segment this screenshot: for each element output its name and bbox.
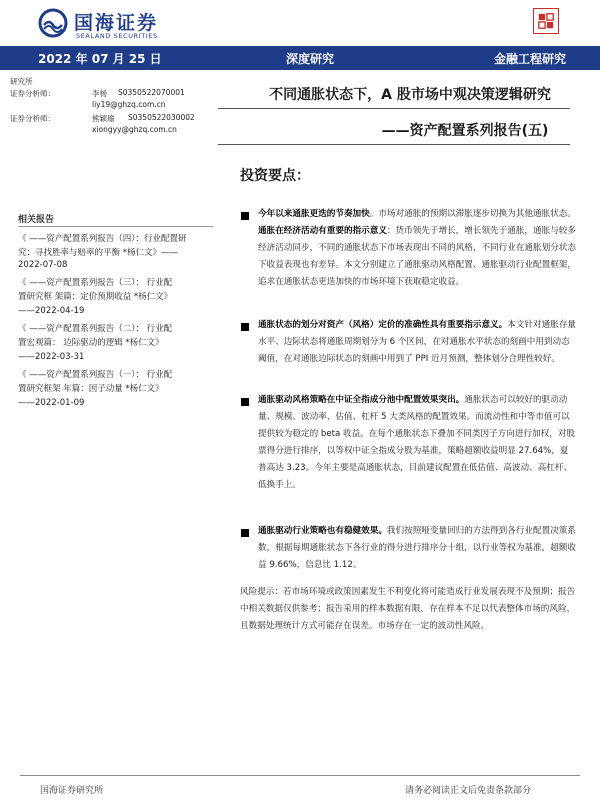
related-divider bbox=[18, 226, 213, 227]
footer-disclaimer[interactable]: 请务必阅读正文后免责条款部分 bbox=[405, 786, 532, 796]
related-reports-heading: 相关报告 bbox=[18, 215, 55, 225]
related-report-line: ——2022-03-31 bbox=[18, 352, 85, 362]
key-point-text: 通胀状态可以较好的驱动动量、规模、波动率、估值、杠杆 5 大类风格的配置效果。而流动性和中等市值可以提供较为稳定的 beta 收益。在每个通胀状态下叠加不同类因子方向进行加权，对股票得分进行排序，以等权中证全指成分股为基准，策略超额收益明显 27.64%，夏普高达 3.23。今年主要是高通胀状态，目前建议配置在低估值、高波动、高杠杆、低换手上。 bbox=[258, 395, 576, 490]
analyst-name: 李杨 bbox=[92, 89, 107, 98]
related-report-line[interactable]: 《 ——资产配置系列报告（四）：行业配置研 bbox=[18, 234, 187, 244]
analyst-role: 证券分析师： bbox=[10, 89, 55, 98]
logo-name-en: SEALAND SECURITIES bbox=[76, 32, 158, 40]
key-point-lead: 通胀驱动风格策略在中证全指成分池中配置效果突出。 bbox=[258, 395, 465, 405]
key-point-lead: 通胀状态的划分对资产（风格）定价的准确性具有重要指示意义。 bbox=[258, 320, 508, 330]
related-report-line[interactable]: 《 ——资产配置系列报告（三）： 行业配 bbox=[18, 278, 173, 288]
related-report-line[interactable]: 置宏观篇： 边际驱动的逻辑 *杨仁文》 bbox=[18, 338, 164, 348]
related-report-line[interactable]: 置研究框架 年篇：因子动量 *杨仁文》 bbox=[18, 384, 164, 394]
key-point-paragraph bbox=[258, 317, 576, 368]
analyst-id: S0350522030002 bbox=[128, 113, 195, 122]
related-report-line[interactable]: 《 ——资产配置系列报告（一）： 行业配 bbox=[18, 370, 173, 380]
key-point-text: 本文针对通胀存量水平、边际状态将通胀周期划分为 6 个区间，在对通胀水平状态的刻画中用到动态阈值，在对通胀边际状态的刻画中用到了 PPI 近月预测，整体划分合理性较好。 bbox=[258, 320, 576, 364]
report-category: 金融工程研究 bbox=[494, 52, 567, 66]
key-point-text: 我们按照哑变量回归的方法得到各行业配置决策系数，根据每期通胀状态下各行业的得分进行排序分十组，以行业等权为基准，超额收益 9.66%，信息比 1.12。 bbox=[258, 526, 576, 570]
report-date: 2022 年 07 月 25 日 bbox=[38, 52, 162, 66]
related-report-line: ——2022-01-09 bbox=[18, 398, 85, 408]
footer-divider bbox=[20, 775, 580, 776]
logo-name-cn: 国海证券 bbox=[74, 12, 159, 34]
key-point-paragraph bbox=[258, 206, 576, 291]
risk-warning: 风险提示：若市场环境或政策因素发生不利变化将可能造成行业发展表现不及预期；报告中相关数据仅供参考；报告采用的样本数据有限，存在样本不足以代表整体市场的风险，且数据处理统计方式可能存在误差。市场存在一定的波动性风险。 bbox=[240, 587, 576, 631]
sealand-logo-icon bbox=[38, 8, 68, 38]
bullet-icon bbox=[241, 323, 249, 331]
analyst-id: S0350522070001 bbox=[118, 88, 185, 97]
title-divider bbox=[218, 108, 570, 109]
related-report-line[interactable]: 置研究框 架篇：定价预期收益 *杨仁文》 bbox=[18, 292, 173, 302]
title-divider bbox=[218, 144, 570, 145]
seal-stamp-icon bbox=[533, 8, 559, 34]
related-report-line[interactable]: 究：寻找胜率与赔率的平衡 *杨仁文》—— bbox=[18, 248, 178, 258]
key-point-text: 。市场对通胀的预期以滞胀逐步切换为其他通胀状态。 bbox=[369, 209, 576, 219]
report-title: 不同通胀状态下，A 股市场中观决策逻辑研究 bbox=[269, 87, 551, 103]
related-report-line[interactable]: 《 ——资产配置系列报告（二）： 行业配 bbox=[18, 324, 173, 334]
analyst-role: 证券分析师： bbox=[10, 114, 55, 123]
related-report-line: 2022-07-08 bbox=[18, 260, 68, 270]
header-bar bbox=[0, 46, 600, 70]
key-point-lead: 今年以来通胀更迭的节奏加快 bbox=[258, 209, 370, 219]
analyst-name: 熊颖瑜 bbox=[92, 114, 115, 123]
key-point-lead: 通胀在经济活动有重要的指示意义 bbox=[258, 226, 387, 236]
report-type: 深度研究 bbox=[286, 52, 335, 66]
key-point-paragraph bbox=[258, 392, 576, 494]
related-report-line: ——2022-04-19 bbox=[18, 306, 85, 316]
company-logo bbox=[38, 6, 198, 42]
bullet-icon bbox=[241, 529, 249, 537]
bullet-icon bbox=[241, 212, 249, 220]
footer-institute: 国海证券研究所 bbox=[40, 786, 104, 796]
institute-label: 研究所 bbox=[10, 77, 33, 86]
key-point-paragraph bbox=[258, 523, 576, 574]
section-title: 投资要点： bbox=[240, 168, 310, 184]
analyst-email[interactable]: liy19@ghzq.com.cn bbox=[92, 100, 166, 109]
key-point-text: ：货币领先于增长，增长领先于通胀，通胀与较多经济活动同步，不同的通胀状态下市场表现出不同的风格，不同行业在通胀划分状态下收益表现也有差异。本文分别建立了通胀驱动风格配置、通胀驱动行业配置框架，追求在通胀状态更迭加快的市场环境下获取稳定收益。 bbox=[258, 226, 576, 287]
key-point-lead: 通胀驱动行业策略也有稳健效果。 bbox=[258, 526, 387, 536]
analyst-email[interactable]: xiongyy@ghzq.com.cn bbox=[92, 125, 177, 134]
bullet-icon bbox=[241, 398, 249, 406]
report-subtitle: ——资产配置系列报告(五) bbox=[381, 123, 549, 139]
